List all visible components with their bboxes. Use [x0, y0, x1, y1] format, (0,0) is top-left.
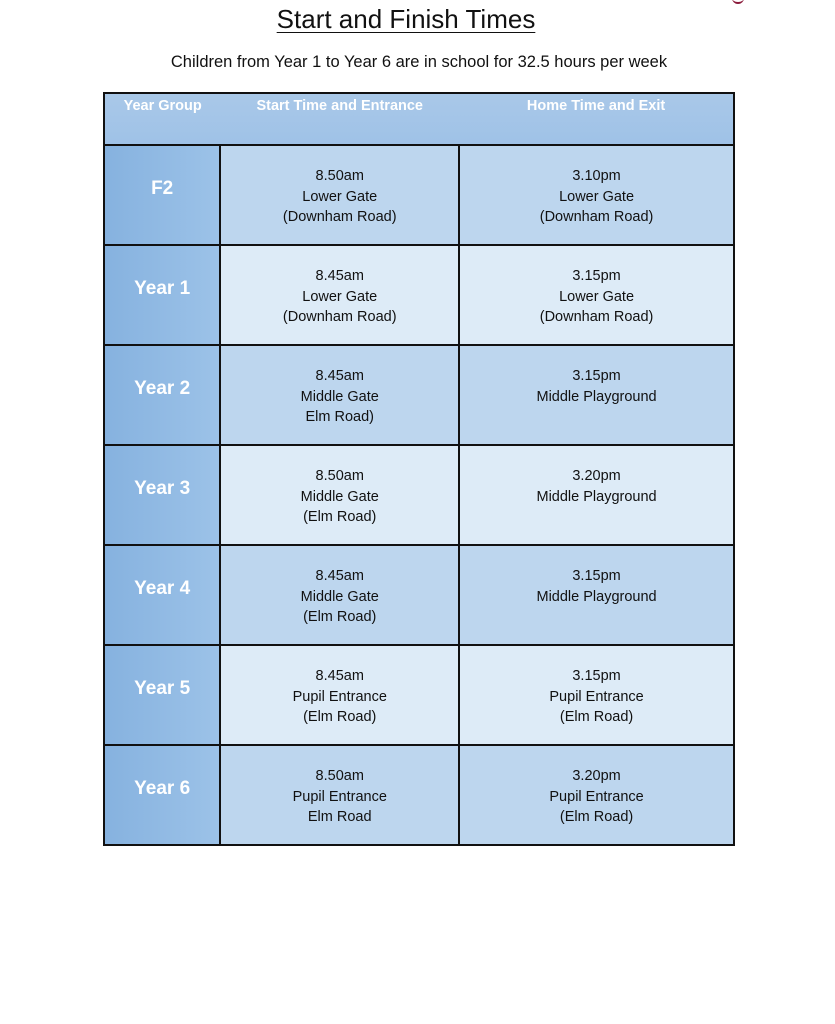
year-cell: Year 2 — [104, 345, 220, 445]
home-cell — [459, 545, 734, 645]
year-cell: Year 4 — [104, 545, 220, 645]
start-road: (Downham Road) — [282, 309, 397, 325]
start-time: 8.50am — [315, 768, 364, 784]
start-time: 8.45am — [315, 368, 364, 384]
home-cell — [459, 245, 734, 345]
home-exit: Middle Playground — [536, 588, 657, 605]
table-row — [104, 645, 734, 745]
year-cell: Year 6 — [104, 745, 220, 845]
start-cell — [220, 445, 459, 545]
home-time: 3.15pm — [572, 368, 621, 384]
home-exit: Lower Gate — [559, 188, 635, 205]
table-row — [104, 345, 734, 445]
home-road: (Downham Road) — [539, 209, 654, 225]
home-time: 3.20pm — [572, 768, 621, 784]
start-road: (Elm Road) — [303, 509, 377, 525]
header-year-group: Year Group — [104, 93, 220, 145]
start-entrance: Pupil Entrance — [292, 788, 387, 805]
start-time: 8.45am — [315, 268, 364, 284]
header-home-time: Home Time and Exit — [459, 93, 734, 145]
home-cell — [459, 645, 734, 745]
home-exit: Pupil Entrance — [549, 688, 644, 705]
start-cell — [220, 645, 459, 745]
start-cell — [220, 745, 459, 845]
start-entrance: Pupil Entrance — [292, 688, 387, 705]
home-cell — [459, 145, 734, 245]
start-time: 8.50am — [315, 468, 364, 484]
start-cell — [220, 145, 459, 245]
page-subtitle: Children from Year 1 to Year 6 are in school for 32.5 hours per week — [170, 53, 668, 71]
start-cell — [220, 245, 459, 345]
year-cell: Year 1 — [104, 245, 220, 345]
home-time: 3.10pm — [572, 168, 621, 184]
times-table — [103, 92, 735, 846]
home-time: 3.15pm — [572, 268, 621, 284]
start-entrance: Middle Gate — [300, 388, 379, 405]
start-road: (Elm Road) — [303, 709, 377, 725]
home-time: 3.15pm — [572, 568, 621, 584]
home-cell — [459, 745, 734, 845]
home-exit: Lower Gate — [559, 288, 635, 305]
table-row — [104, 245, 734, 345]
home-cell — [459, 345, 734, 445]
year-cell: F2 — [104, 145, 220, 245]
home-road: (Downham Road) — [539, 309, 654, 325]
start-entrance: Middle Gate — [300, 588, 379, 605]
page-title: Start and Finish Times — [276, 4, 536, 34]
start-road: Elm Road) — [305, 409, 374, 425]
start-road: Elm Road — [307, 809, 372, 825]
table-row — [104, 145, 734, 245]
start-time: 8.45am — [315, 668, 364, 684]
home-exit: Middle Playground — [536, 488, 657, 505]
start-entrance: Middle Gate — [300, 488, 379, 505]
year-cell: Year 3 — [104, 445, 220, 545]
home-road: (Elm Road) — [559, 709, 634, 725]
table-row — [104, 745, 734, 845]
home-time: 3.20pm — [572, 468, 621, 484]
table-header-row — [104, 93, 734, 145]
table-row — [104, 445, 734, 545]
start-entrance: Lower Gate — [302, 288, 378, 305]
home-exit: Middle Playground — [536, 388, 657, 405]
year-cell: Year 5 — [104, 645, 220, 745]
home-cell — [459, 445, 734, 545]
start-time: 8.50am — [315, 168, 364, 184]
home-time: 3.15pm — [572, 668, 621, 684]
start-entrance: Lower Gate — [302, 188, 378, 205]
start-road: (Downham Road) — [282, 209, 397, 225]
start-time: 8.45am — [315, 568, 364, 584]
table-row — [104, 545, 734, 645]
start-cell — [220, 345, 459, 445]
home-road: (Elm Road) — [559, 809, 634, 825]
start-cell — [220, 545, 459, 645]
home-exit: Pupil Entrance — [549, 788, 644, 805]
start-road: (Elm Road) — [303, 609, 377, 625]
header-start-time: Start Time and Entrance — [220, 93, 459, 145]
